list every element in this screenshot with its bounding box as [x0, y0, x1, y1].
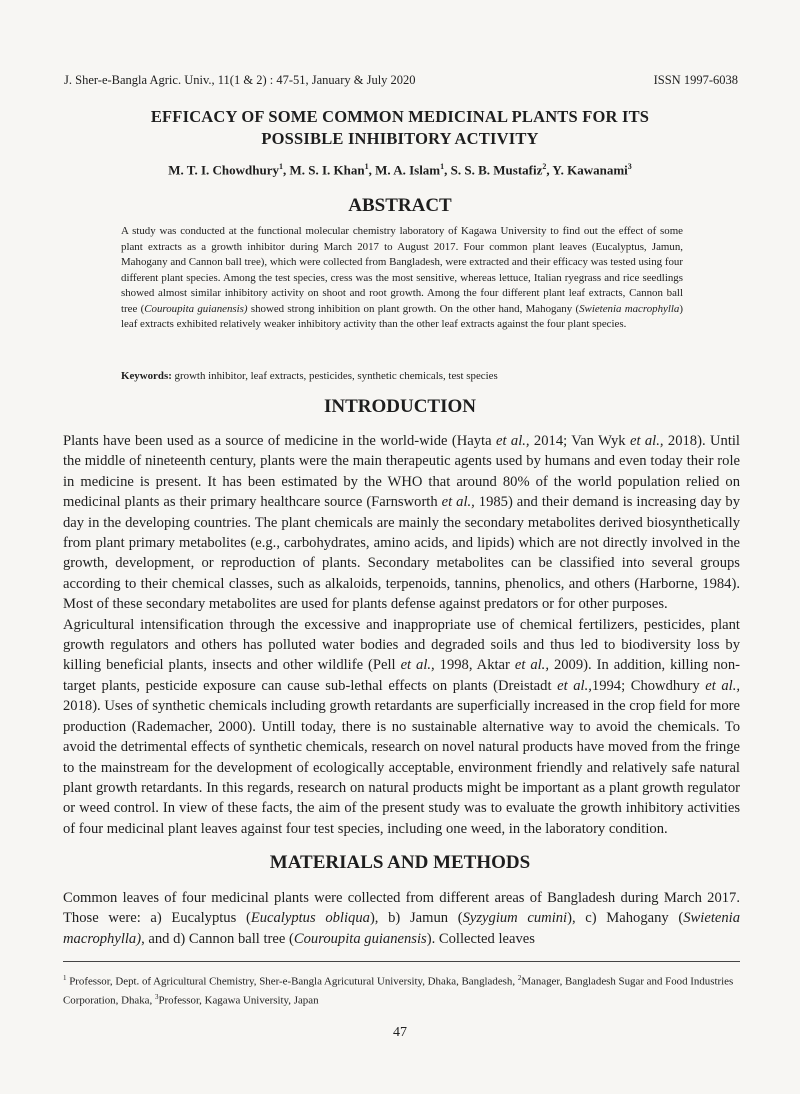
- abstract-species-2: Swietenia macrophylla: [579, 302, 680, 315]
- abstract-species-1: Couroupita guianensis): [144, 302, 248, 315]
- author-separator: ,: [368, 162, 376, 178]
- author-affiliation-mark: 1: [440, 162, 445, 171]
- text-run: 2018). Until the middle of nineteenth century, plants were the main therapeutic agents used by humans and even today their role in medicine is present. It has been estimated by the WHO that around 80% of the world population relied on medicinal plants as their primary healthcare source (Farnsworth: [63, 433, 740, 511]
- author-name: M. A. Islam: [375, 162, 441, 178]
- author-name: M. S. I. Khan: [289, 162, 365, 178]
- species-name: Couroupita guianensis: [293, 930, 427, 947]
- text-run: 2018). Uses of synthetic chemicals including growth retardants are superficially increased in the crop field for more production (Rademacher, 2000). Untill today, there is no sustainable alternative way to avoid the chemicals. To avoid the detrimental effects of synthetic chemicals, research on novel natural products have moved from the fringe to the mainstream for the development of ecologically acceptable, environment friendly and relatively safe natural plant growth retardants. In this regards, research on natural products might be important as a plant growth regulator or weed control. In view of these facts, the aim of the present study was to evaluate the growth inhibitory activities of four medicinal plant leaves against four test species, including one weed, in the laboratory condition.: [63, 698, 740, 837]
- author-separator: ,: [546, 162, 553, 178]
- species-name: Syzygium cumini: [462, 910, 568, 927]
- running-head: [64, 73, 738, 88]
- abstract-heading: ABSTRACT: [348, 195, 452, 216]
- introduction-paragraph-1: [63, 431, 740, 615]
- et-al: et al.,: [495, 433, 530, 449]
- methods-paragraph-1: [63, 888, 740, 949]
- introduction-paragraph-2: [63, 615, 740, 839]
- text-run: Plants have been used as a source of medicine in the world-wide (Hayta: [63, 433, 496, 449]
- issn: ISSN 1997-6038: [653, 73, 738, 87]
- et-al: et al.,: [514, 657, 549, 674]
- text-run: ), b) Jamun (: [369, 910, 463, 927]
- methods-body: [63, 888, 740, 949]
- text-run: ). Collected leaves: [426, 930, 535, 947]
- et-al: et al.,: [557, 677, 592, 694]
- species-name: Swietenia macrophylla): [63, 910, 740, 947]
- footnote-mark: 3: [154, 992, 159, 1001]
- author-separator: ,: [283, 162, 290, 178]
- text-run: 1994; Chowdhury: [591, 677, 706, 694]
- title-line-1: EFFICACY OF SOME COMMON MEDICINAL PLANTS FOR ITS: [150, 107, 650, 126]
- footnote-text: Professor, Dept. of Agricultural Chemistry, Sher-e-Bangla Agricutural University, Dhaka, Bangladesh,: [66, 975, 518, 988]
- footnote-text: Manager, Bangladesh Sugar and Food Industries Corporation, Dhaka,: [63, 975, 734, 1007]
- introduction-heading: INTRODUCTION: [323, 396, 477, 417]
- keywords-label: Keywords:: [121, 370, 172, 382]
- text-run: Agricultural intensification through the excessive and inappropriate use of chemical fertilizers, pesticides, plant growth regulators and others has polluted water bodies and degraded soils and thus led to biodiversity loss by killing beneficial plants, insects and other wildlife (Pell: [63, 616, 740, 674]
- text-run: 1985) and their demand is increasing day by day in the developing countries. The plant chemicals are mainly the secondary metabolites derived biosynthetically from plant primary metabolites (e.g., carbohydrates, amino acids, and lipids) which are not directly involved in the growth, development, or reproduction of plants. Secondary metabolites can be classified into several groups according to their chemical classes, such as alkaloids, terpenoids, tannins, phenolics, and others (Harborne, 1984). Most of these secondary metabolites are used for plants defense against predators or for other purposes.: [63, 494, 740, 613]
- abstract-text-2: showed strong inhibition on plant growth. On the other hand, Mahogany (: [247, 302, 580, 315]
- methods-heading: MATERIALS AND METHODS: [269, 852, 531, 873]
- title-line-2: POSSIBLE INHIBITORY ACTIVITY: [261, 129, 539, 148]
- et-al: et al.,: [441, 494, 475, 511]
- text-run: 1998, Aktar: [434, 657, 515, 674]
- author-affiliation-mark: 2: [542, 162, 547, 171]
- footnote-mark: 1: [63, 974, 67, 982]
- keywords: [121, 370, 681, 382]
- author-name: Y. Kawanami: [552, 162, 628, 178]
- footnote-mark: 2: [517, 974, 522, 982]
- author-affiliation-mark: 1: [364, 162, 369, 171]
- keywords-text: growth inhibitor, leaf extracts, pesticides, synthetic chemicals, test species: [171, 370, 498, 382]
- text-run: Common leaves of four medicinal plants were collected from different areas of Bangladesh during March 2017. Those were: a) Eucalyptus (: [63, 890, 740, 927]
- text-run: , and d) Cannon ball tree (: [141, 930, 294, 947]
- journal-citation: J. Sher-e-Bangla Agric. Univ., 11(1 & 2) : 47-51, January & July 2020: [64, 73, 416, 87]
- author-affiliation-mark: 1: [279, 162, 283, 171]
- abstract-text-1: A study was conducted at the functional molecular chemistry laboratory of Kagawa University to find out the effect of some plant extracts as a growth inhibitor during March 2017 to August 2017. Four common plant leaves (Eucalyptus, Jamun, Mahogany and Cannon ball tree), which were collected from Bangladesh, were extracted and their efficacy was tested using four different plant species. Among the test species, cress was the most sensitive, whereas lettuce, Italian ryegrass and rice seedlings showed almost similar inhibitory activity on shoot and root growth. Among the four different plant leaf extracts, Cannon ball tree (: [121, 225, 683, 315]
- abstract-text-3: ) leaf extracts exhibited relatively weaker inhibitory activity than the other leaf extracts against the four plant species.: [121, 302, 684, 330]
- text-run: ), c) Mahogany (: [567, 910, 684, 927]
- footnote-divider: [63, 961, 740, 962]
- author-affiliation-mark: 3: [627, 162, 632, 171]
- article-title: [60, 106, 740, 150]
- introduction-body: [63, 431, 740, 839]
- page-number: 47: [393, 1025, 407, 1040]
- footnote-text: Professor, Kagawa University, Japan: [158, 994, 319, 1007]
- footnote: [63, 971, 740, 1008]
- author-list: [60, 162, 740, 178]
- et-al: et al.,: [705, 677, 740, 694]
- et-al: et al.,: [629, 433, 664, 449]
- text-run: 2014; Van Wyk: [529, 433, 630, 449]
- abstract-body: [121, 224, 683, 333]
- et-al: et al.,: [400, 657, 435, 674]
- text-run: 2009). In addition, killing non-target plants, pesticide exposure can cause sub-lethal effects on plants (Dreistadt: [63, 657, 740, 694]
- species-name: Eucalyptus obliqua: [250, 910, 370, 927]
- author-name: M. T. I. Chowdhury: [168, 162, 279, 178]
- author-name: S. S. B. Mustafiz: [450, 162, 543, 178]
- author-separator: ,: [444, 162, 451, 178]
